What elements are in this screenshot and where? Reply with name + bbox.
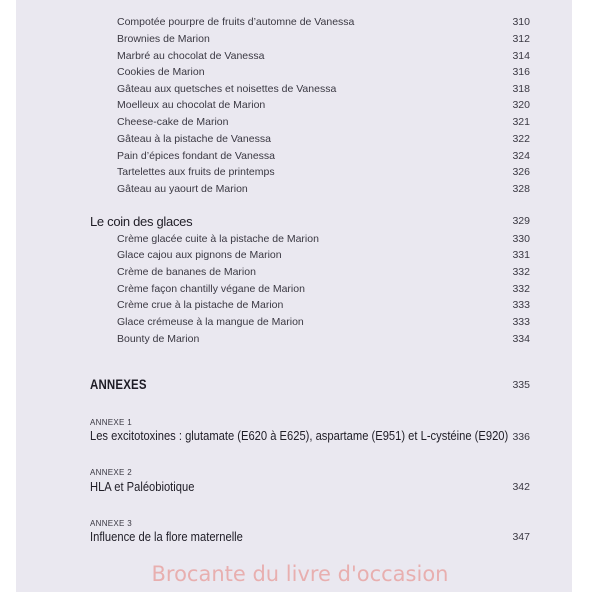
toc-entry [16,297,572,314]
annexes-page: 335 [512,379,530,391]
toc-entry-page: 321 [512,116,530,128]
annex-title: Influence de la flore maternelle [90,529,243,544]
annex-label: ANNEXE 1 [90,418,132,427]
toc-entry-page: 316 [512,66,530,78]
toc-entry [16,231,572,248]
toc-entry-title: Tartelettes aux fruits de printemps [117,166,275,178]
toc-entry-title: Crème glacée cuite à la pistache de Marion [117,233,319,245]
toc-entry [16,281,572,298]
watermark-text: Brocante du livre d'occasion [151,562,449,586]
toc-entry-page: 310 [512,16,530,28]
toc-entry [16,264,572,281]
annex-title: HLA et Paléobiotique [90,479,195,494]
toc-entry-title: Compotée pourpre de fruits d’automne de Vanessa [117,16,355,28]
toc-entry [16,97,572,114]
toc-entry-title: Glace cajou aux pignons de Marion [117,249,282,261]
book-page [16,0,572,592]
toc-entry-page: 314 [512,50,530,62]
toc-entry [16,114,572,131]
annex-title: Les excitotoxines : glutamate (E620 à E625), aspartame (E951) et L-cystéine (E920) [90,428,509,443]
toc-entry [16,81,572,98]
toc-entry-title: Brownies de Marion [117,33,210,45]
annex-page: 342 [512,481,530,493]
toc-entry-title: Moelleux au chocolat de Marion [117,99,266,111]
toc-entry-title: Cookies de Marion [117,66,205,78]
annex-page: 347 [512,531,530,543]
toc-entry-page: 318 [512,83,530,95]
toc-entry [16,31,572,48]
toc-section-title: Le coin des glaces [90,214,193,229]
toc-entry [16,181,572,198]
toc-entry [16,331,572,348]
toc-entry-title: Pain d’épices fondant de Vanessa [117,150,276,162]
toc-entry-title: Gâteau à la pistache de Vanessa [117,133,271,145]
toc-entry-page: 332 [512,266,530,278]
toc-entry [16,131,572,148]
toc-entry-title: Glace crémeuse à la mangue de Marion [117,316,304,328]
toc-entry-page: 326 [512,166,530,178]
annexes-heading: ANNEXES [90,377,147,392]
toc-entry-title: Gâteau au yaourt de Marion [117,183,248,195]
toc-entry-title: Crème façon chantilly végane de Marion [117,283,305,295]
toc-entry-title: Marbré au chocolat de Vanessa [117,50,265,62]
toc-entry-page: 322 [512,133,530,145]
annex-label: ANNEXE 2 [90,468,132,477]
toc-entry-title: Gâteau aux quetsches et noisettes de Vanessa [117,83,337,95]
toc-entry-page: 332 [512,283,530,295]
toc-entry-page: 320 [512,99,530,111]
toc-entry-title: Crème de bananes de Marion [117,266,256,278]
toc-entry-page: 333 [512,316,530,328]
toc-section-page: 329 [512,215,530,227]
annex-page: 336 [512,431,530,443]
toc-entry-page: 334 [512,333,530,345]
toc-entry-page: 312 [512,33,530,45]
toc-section-heading [16,213,572,230]
toc-entry-page: 330 [512,233,530,245]
toc-entry [16,314,572,331]
toc-entry-title: Crème crue à la pistache de Marion [117,299,284,311]
toc-entry-page: 331 [512,249,530,261]
toc-entry-page: 333 [512,299,530,311]
toc-entry-title: Cheese-cake de Marion [117,116,229,128]
toc-entry [16,247,572,264]
toc-entry-page: 324 [512,150,530,162]
toc-entry [16,48,572,65]
toc-entry [16,14,572,31]
toc-entry [16,64,572,81]
toc-entry-title: Bounty de Marion [117,333,200,345]
toc-entry-page: 328 [512,183,530,195]
toc-entry [16,164,572,181]
toc-entry [16,148,572,165]
annex-label: ANNEXE 3 [90,519,132,528]
